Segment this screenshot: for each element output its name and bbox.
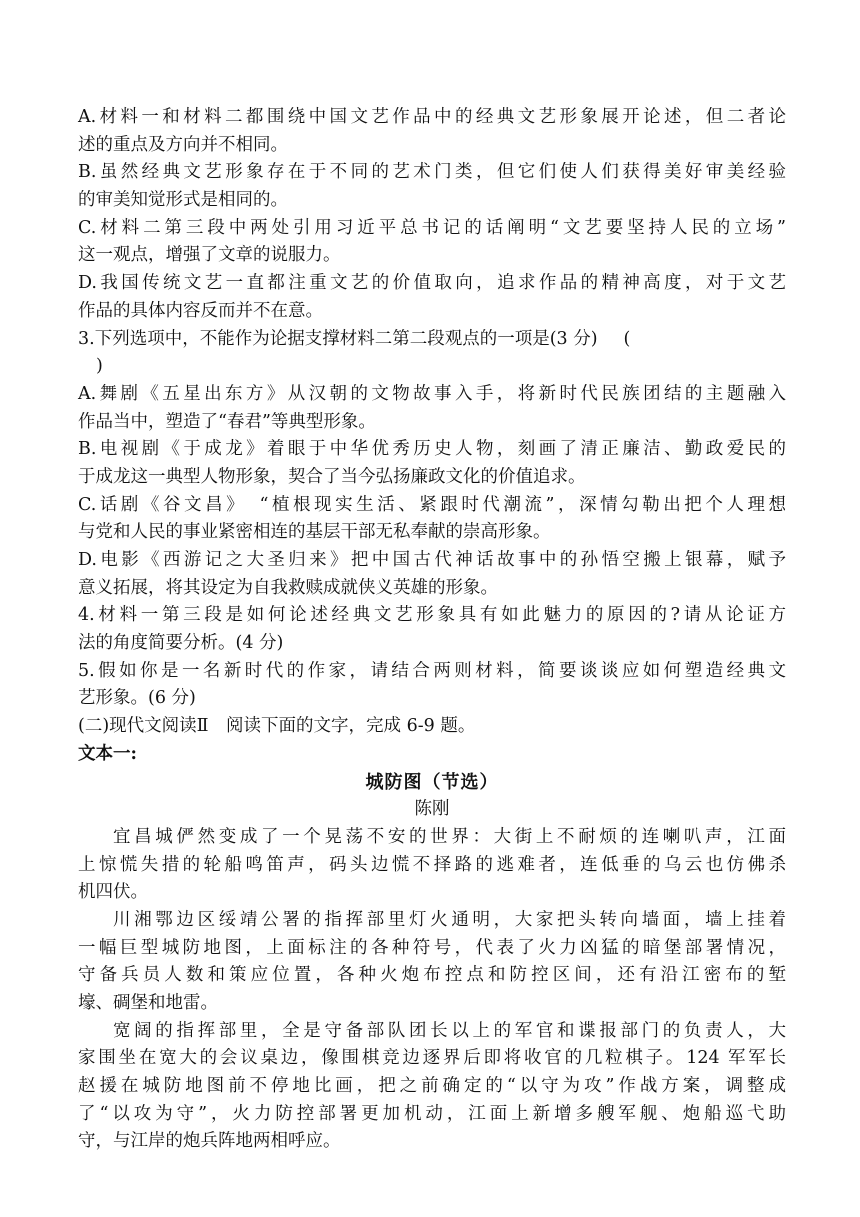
section-heading: (二)现代文阅读Ⅱ 阅读下面的文字，完成 6-9 题。 [78,716,476,737]
option-line: B.电视剧《于成龙》着眼于中华优秀历史人物，刻画了清正廉洁、勤政爱民的 [78,439,786,460]
option-line: 作品的具体内容反而并不在意。 [78,300,323,321]
question-3 [78,326,786,603]
text-label: 文本一: [78,743,137,764]
option-line: 意义拓展，将其设定为自我救赎成就侠义英雄的形象。 [78,577,498,598]
question-5 [78,658,786,713]
story [78,769,786,1157]
option-line: 这一观点，增强了文章的说服力。 [78,245,341,266]
q3-stem: 3.下列选项中，不能作为论据支撑材料二第二段观点的一项是(3 分) [78,328,598,349]
paragraph-line: 上惊慌失措的轮船鸣笛声，码头边慌不择路的逃难者，连低垂的乌云也仿佛杀 [78,854,786,875]
q2-options [78,104,786,326]
q3-option-d [78,547,786,602]
paragraph-line: 家围坐在宽大的会议桌边，像围棋竞边逐界后即将收官的几粒棋子。124 军军长 [78,1048,786,1069]
q3-stem-line [78,326,786,354]
q3-option-c [78,492,786,547]
option-line: A.材料一和材料二都围绕中国文艺作品中的经典文艺形象展开论述，但二者论 [78,107,786,127]
content-column [78,104,786,1156]
option-line: C.材料二第三段中两处引用习近平总书记的话阐明“文艺要坚持人民的立场” [78,217,786,238]
q3-option-a [78,381,786,436]
paragraph-line: 了“以攻为守”，火力防控部署更加机动，江面上新增多艘军舰、炮船巡弋助 [78,1103,786,1124]
option-line: 作品当中，塑造了“春君”等典型形象。 [78,411,376,432]
paragraph-line: 川湘鄂边区绥靖公署的指挥部里灯火通明，大家把头转向墙面，墙上挂着 [113,909,786,930]
q2-option-c [78,215,786,270]
q5-line: 艺形象。(6 分) [78,688,196,709]
q3-option-b [78,436,786,491]
option-line: A.舞剧《五星出东方》从汉朝的文物故事入手，将新时代民族团结的主题融入 [78,383,786,404]
question-4 [78,602,786,657]
q2-option-a [78,104,786,159]
option-line: D.我国传统文艺一直都注重文艺的价值取向，追求作品的精神高度，对于文艺 [78,273,786,294]
paragraph-line: 壕、碉堡和地雷。 [78,993,218,1013]
option-line: C.话剧《谷文昌》 “植根现实生活、紧跟时代潮流”，深情勾勒出把个人理想 [78,494,786,515]
story-paragraph [78,824,786,907]
option-line: 于成龙这一典型人物形象，契合了当今弘扬廉政文化的价值追求。 [78,466,586,487]
q4-line: 4.材料一第三段是如何论述经典文艺形象具有如此魅力的原因的?请从论证方 [78,605,786,626]
paragraph-line: 守，与江岸的炮兵阵地两相呼应。 [78,1131,341,1152]
q4-line: 法的角度简要分析。(4 分) [78,633,284,654]
story-title: 城防图（节选） [365,771,499,793]
q2-option-b [78,159,786,214]
paragraph-line: 守备兵员人数和策应位置，各种火炮布控点和防控区间，还有沿江密布的堑 [78,965,786,986]
story-paragraph [78,1018,786,1156]
option-line: 述的重点及方向并不相同。 [78,134,288,155]
option-line: B.虽然经典文艺形象存在于不同的艺术门类，但它们使人们获得美好审美经验 [78,162,786,183]
q3-bracket-open: ( [623,328,631,349]
paragraph-line: 宽阔的指挥部里，全是守备部队团长以上的军官和谍报部门的负责人，大 [113,1020,786,1041]
story-paragraph [78,907,786,1018]
option-line: 的审美知觉形式是相同的。 [78,190,288,211]
paragraph-line: 机四伏。 [78,882,148,903]
story-author: 陈刚 [414,799,450,820]
q3-bracket-close: ) [96,356,103,377]
option-line: D.电影《西游记之大圣归来》把中国古代神话故事中的孙悟空搬上银幕，赋予 [78,550,786,570]
paragraph-line: 一幅巨型城防地图，上面标注的各种符号，代表了火力凶猛的暗堡部署情况， [78,937,786,958]
option-line: 与党和人民的事业紧密相连的基层干部无私奉献的崇高形象。 [78,522,551,543]
q2-option-d [78,270,786,325]
q5-line: 5.假如你是一名新时代的作家，请结合两则材料，简要谈谈应如何塑造经典文 [78,660,786,681]
paragraph-line: 宜昌城俨然变成了一个晃荡不安的世界：大街上不耐烦的连喇叭声，江面 [113,826,786,847]
paragraph-line: 赵援在城防地图前不停地比画，把之前确定的“以守为攻”作战方案，调整成 [78,1076,786,1097]
